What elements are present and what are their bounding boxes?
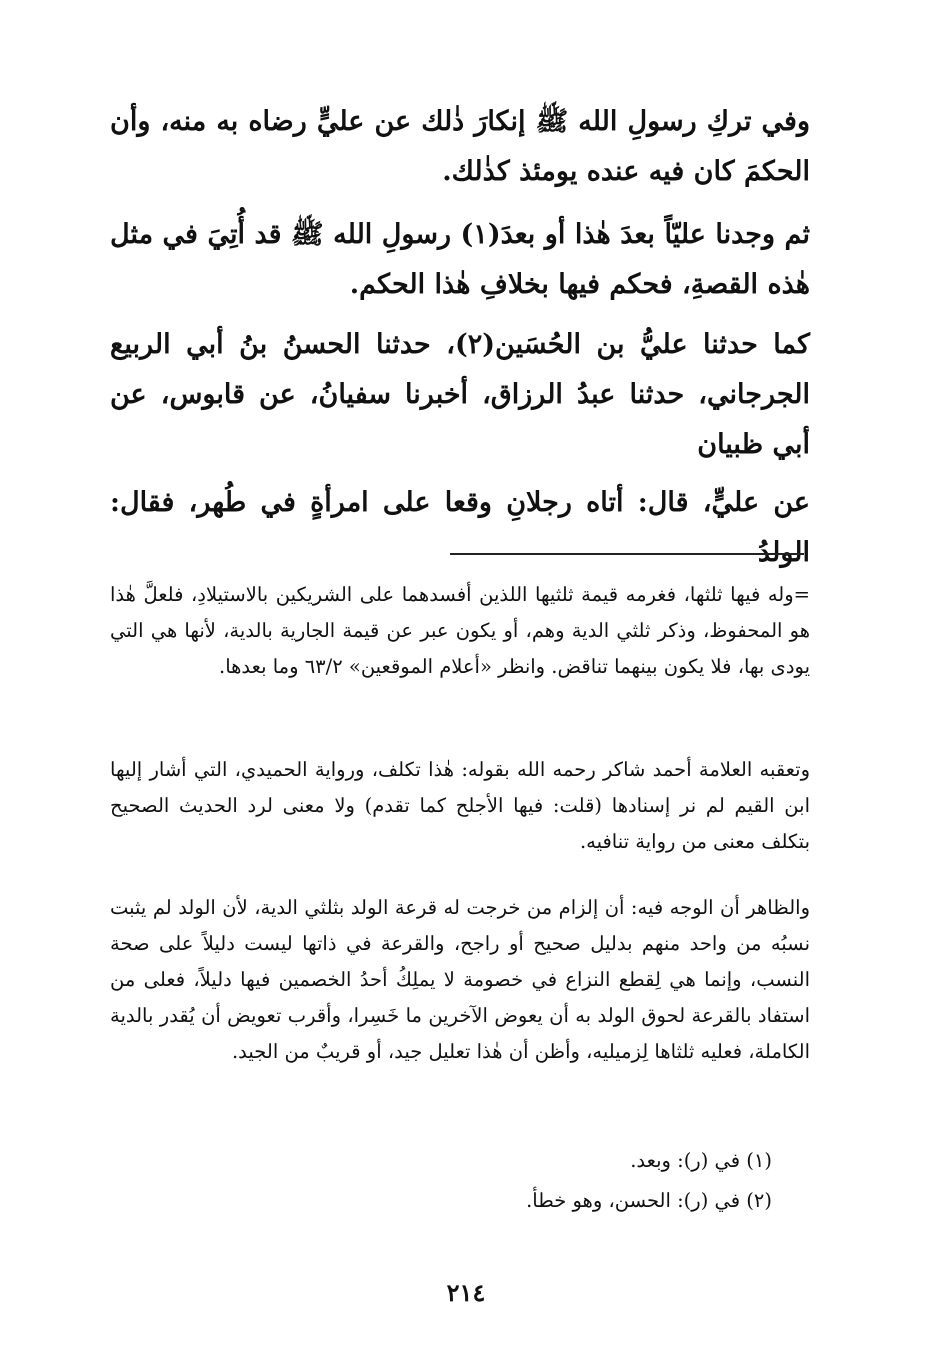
main-paragraph-3: كما حدثنا عليُّ بن الحُسَين(٢)، حدثنا الحسنُ بنُ أبي الربيع الجرجاني، حدثنا عبدُ الرزاق، أخبرنا سفيانُ، عن قابوس، عن أبي ظبيان <box>110 329 810 460</box>
page-number: ٢١٤ <box>446 1278 486 1307</box>
note-paragraph-2: وتعقبه العلامة أحمد شاكر رحمه الله بقوله: هٰذا تكلف، ورواية الحميدي، التي أشار إليها ابن القيم لم نر إسنادها (قلت: فيها الأجلح كما تقدم) ولا معنى لرد الحديث الصحيح بتكلف معنى من رواية تنافيه. <box>110 758 810 853</box>
note-paragraph-3: والظاهر أن الوجه فيه: أن إلزام من خرجت له قرعة الولد بثلثي الدية، لأن الولد لم يثبت نسبُه من واحد منهم بدليل صحيح أو راجح، والقرعة في ذاتها ليست دليلاً على صحة النسب، وإنما هي لِقطع النزاع في خصومة لا يملِكُ أحدُ الخصمين فيها دليلاً، فعلى من استفاد بالقرعة لحوق الولد به أن يعوض الآخرين ما خَسِرا، وأقرب تعويض أن يُقدر بالدية الكاملة، فعليه ثلثاها لِزميليه، وأظن أن هٰذا تعليل جيد، أو قريبٌ من الجيد. <box>110 896 810 1063</box>
footnote-separator <box>450 553 804 555</box>
main-paragraph-4: عن عليٍّ، قال: أتاه رجلانِ وقعا على امرأةٍ في طُهر، فقال: الولدُ <box>110 487 810 568</box>
footnote-2: (٢) في (ر): الحسن، وهو خطأ. <box>526 1189 772 1212</box>
note-paragraph-1: =وله فيها ثلثها، فغرمه قيمة ثلثيها اللذين أفسدهما على الشريكين بالاستيلادِ، فلعلَّ هٰذا هو المحفوظ، وذكر ثلثي الدية وهم، أو يكون عبر عن قيمة الجارية بالدية، لأنها هي التي يودى بها، فلا يكون بينهما تناقض. وانظر «أعلام الموقعين» ٦٣/٢ وما بعدها. <box>110 583 810 678</box>
main-paragraph-1: وفي تركِ رسولِ الله ﷺ إنكارَ ذٰلك عن عليٍّ رضاه به منه، وأن الحكمَ كان فيه عنده يومئذ كذٰلك. <box>110 106 810 187</box>
main-paragraph-2: ثم وجدنا عليّاً بعدَ هٰذا أو بعدَ(١) رسولِ الله ﷺ قد أُتِيَ في مثل هٰذه القصةِ، فحكم فيها بخلافِ هٰذا الحكم. <box>110 219 810 300</box>
footnote-1: (١) في (ر): وبعد. <box>630 1149 772 1172</box>
